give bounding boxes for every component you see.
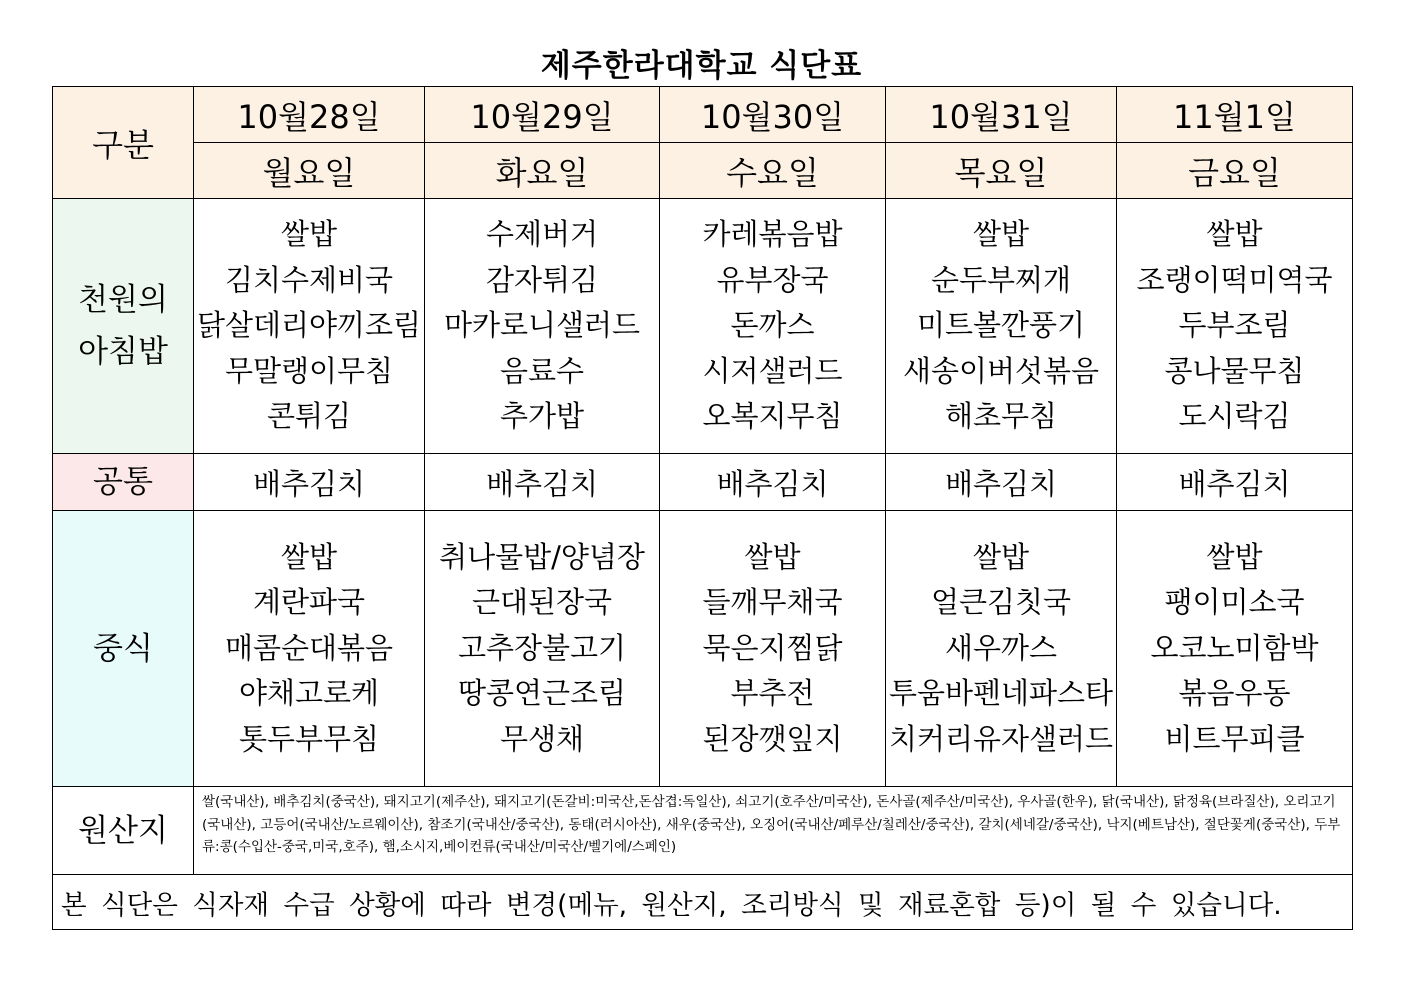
breakfast-label-line1: 천원의 — [78, 282, 168, 318]
menu-item: 묵은지찜닭 — [702, 630, 843, 665]
date-fri: 11월1일 — [1117, 87, 1353, 143]
menu-item: 근대된장국 — [471, 585, 613, 620]
menu-item: 미트볼깐풍기 — [916, 308, 1086, 343]
weekday-row — [53, 143, 1353, 199]
weekday-thu: 목요일 — [886, 143, 1117, 199]
menu-item: 쌀밥 — [1206, 217, 1263, 252]
common-thu: 배추김치 — [886, 454, 1117, 511]
common-fri: 배추김치 — [1117, 454, 1353, 511]
lunch-thu — [886, 511, 1117, 787]
menu-item: 된장깻잎지 — [702, 721, 843, 756]
weekday-wed: 수요일 — [660, 143, 886, 199]
common-label: 공통 — [53, 454, 194, 511]
menu-item: 마카로니샐러드 — [443, 308, 641, 343]
notice-text: 본 식단은 식자재 수급 상황에 따라 변경(메뉴, 원산지, 조리방식 및 재료혼합 등)이 될 수 있습니다. — [53, 875, 1353, 930]
menu-item: 도시락김 — [1178, 399, 1291, 434]
date-row — [53, 87, 1353, 143]
menu-item: 두부조림 — [1178, 308, 1291, 343]
menu-item: 쌀밥 — [280, 217, 338, 252]
lunch-tue — [425, 511, 660, 787]
menu-item: 땅콩연근조림 — [457, 676, 627, 711]
menu-item: 수제버거 — [485, 217, 599, 252]
menu-item: 새우까스 — [944, 630, 1058, 665]
menu-item: 부추전 — [730, 676, 815, 711]
weekday-tue: 화요일 — [425, 143, 660, 199]
breakfast-fri — [1117, 199, 1353, 454]
menu-item: 비트무피클 — [1164, 721, 1305, 756]
date-tue: 10월29일 — [425, 87, 660, 143]
menu-item: 돈까스 — [730, 308, 815, 343]
menu-item: 무생채 — [499, 721, 585, 756]
breakfast-mon — [194, 199, 425, 454]
breakfast-wed — [660, 199, 886, 454]
menu-item: 얼큰김칫국 — [930, 585, 1072, 620]
lunch-row — [53, 511, 1353, 787]
lunch-wed — [660, 511, 886, 787]
lunch-fri — [1117, 511, 1353, 787]
origin-text: 쌀(국내산), 배추김치(중국산), 돼지고기(제주산), 돼지고기(돈갈비:미국산,돈삼겹:독일산), 쇠고기(호주산/미국산), 돈사골(제주산/미국산), 우사골(한우), 닭(국내산), 닭정육(브라질산), 오리고기(국내산), 고등어(국내산/노르웨이산), 참조기(국내산/중국산), 동태(러시아산), 새우(중국산), 오징어(국내산/페루산/칠레산/중국산), 갈치(세네갈/중국산), 낙지(베트남산), 절단꽃게(중국산), 두부류:콩(수입산-중국,미국,호주), 햄,소시지,베이컨류(국내산/미국산/벨기에/스페인) — [194, 787, 1353, 875]
menu-item: 치커리유자샐러드 — [888, 721, 1114, 756]
breakfast-tue — [425, 199, 660, 454]
note-row — [53, 875, 1353, 930]
menu-item: 시저샐러드 — [702, 353, 843, 388]
category-header: 구분 — [53, 87, 194, 199]
menu-item: 취나물밥/양념장 — [439, 539, 645, 574]
menu-item: 김치수제비국 — [224, 262, 394, 297]
menu-item: 쌀밥 — [1206, 539, 1263, 574]
menu-item: 투움바펜네파스타 — [888, 676, 1114, 711]
date-thu: 10월31일 — [886, 87, 1117, 143]
menu-item: 카레볶음밥 — [702, 217, 843, 252]
menu-item: 매콤순대볶음 — [224, 630, 394, 665]
menu-item: 새송이버섯볶음 — [902, 353, 1100, 388]
common-mon: 배추김치 — [194, 454, 425, 511]
menu-item: 순두부찌개 — [930, 262, 1072, 297]
menu-item: 콩나물무침 — [1164, 353, 1305, 388]
menu-item: 무말랭이무침 — [224, 353, 394, 388]
breakfast-label-line2: 아침밥 — [78, 334, 168, 370]
menu-item: 팽이미소국 — [1164, 585, 1305, 620]
menu-item: 야채고로케 — [238, 676, 380, 711]
common-wed: 배추김치 — [660, 454, 886, 511]
weekday-mon: 월요일 — [194, 143, 425, 199]
menu-item: 해초무침 — [944, 399, 1058, 434]
menu-item: 콘튀김 — [266, 399, 352, 434]
menu-item: 쌀밥 — [972, 539, 1030, 574]
lunch-mon — [194, 511, 425, 787]
breakfast-label — [53, 199, 194, 454]
menu-item: 오코노미함박 — [1150, 630, 1319, 665]
date-mon: 10월28일 — [194, 87, 425, 143]
menu-item: 음료수 — [499, 353, 585, 388]
breakfast-thu — [886, 199, 1117, 454]
menu-item: 조랭이떡미역국 — [1136, 262, 1333, 297]
menu-item: 오복지무침 — [702, 399, 843, 434]
menu-item: 고추장불고기 — [457, 630, 627, 665]
common-tue: 배추김치 — [425, 454, 660, 511]
origin-row — [53, 787, 1353, 875]
menu-item: 닭살데리야끼조림 — [196, 308, 422, 343]
common-row — [53, 454, 1353, 511]
lunch-label: 중식 — [53, 511, 194, 787]
menu-item: 계란파국 — [252, 585, 366, 620]
menu-item: 감자튀김 — [485, 262, 599, 297]
date-wed: 10월30일 — [660, 87, 886, 143]
menu-item: 쌀밥 — [280, 539, 338, 574]
menu-item: 쌀밥 — [744, 539, 801, 574]
menu-item: 유부장국 — [716, 262, 829, 297]
menu-item: 쌀밥 — [972, 217, 1030, 252]
weekday-fri: 금요일 — [1117, 143, 1353, 199]
breakfast-row — [53, 199, 1353, 454]
menu-table — [52, 86, 1353, 930]
menu-item: 들깨무채국 — [702, 585, 843, 620]
page-title: 제주한라대학교 식단표 — [540, 48, 863, 84]
menu-item: 톳두부무침 — [238, 721, 380, 756]
origin-label: 원산지 — [53, 787, 194, 875]
menu-item: 볶음우동 — [1178, 676, 1291, 711]
menu-item: 추가밥 — [499, 399, 585, 434]
